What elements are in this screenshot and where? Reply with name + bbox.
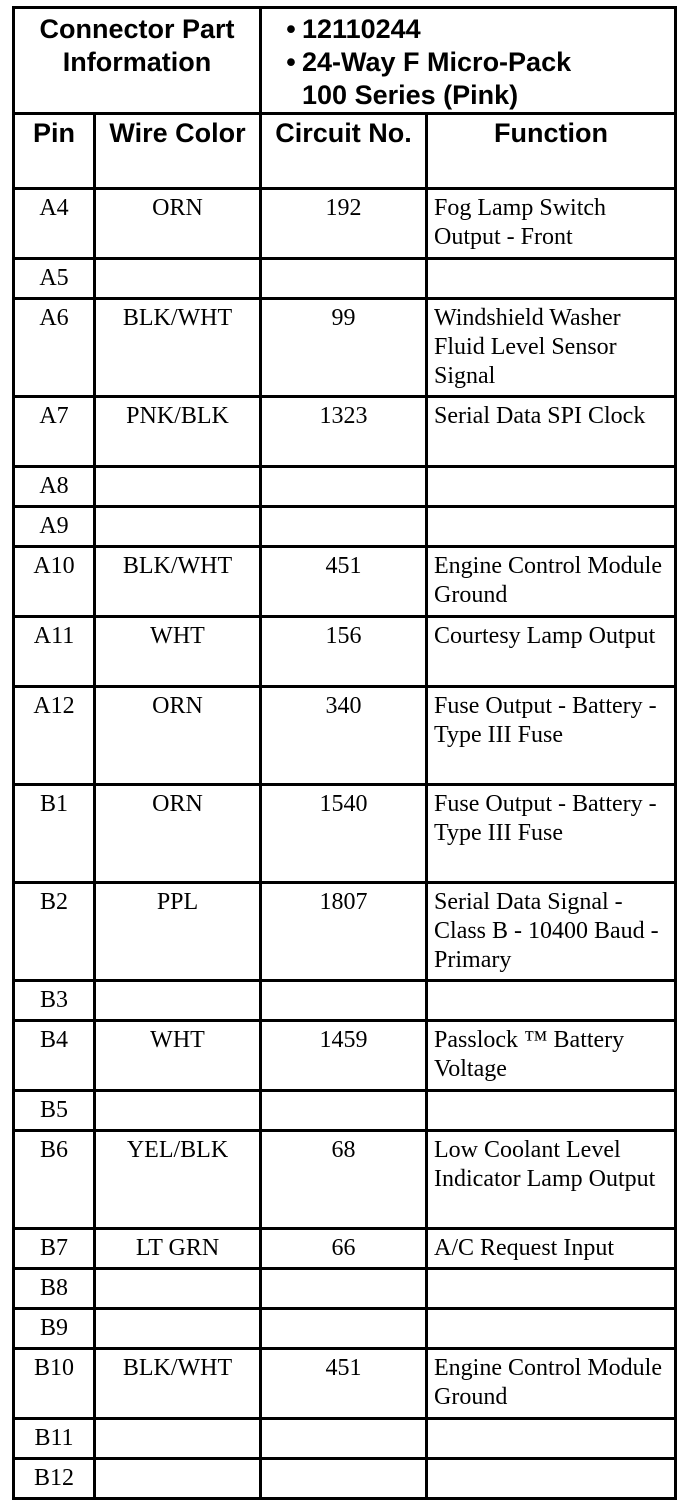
circuit-no-cell: 66	[261, 1229, 427, 1269]
connector-series: 100 Series (Pink)	[302, 80, 519, 110]
table-row	[14, 1021, 676, 1091]
function-cell: Fuse Output - Battery - Type III Fuse	[427, 785, 676, 883]
pin-cell: A12	[14, 687, 95, 785]
function-cell: Windshield Washer Fluid Level Sensor Signal	[427, 299, 676, 397]
wire-color-cell	[95, 1419, 261, 1459]
circuit-no-cell	[261, 1269, 427, 1309]
wire-color-cell	[95, 1269, 261, 1309]
table-row	[14, 785, 676, 883]
table-row	[14, 259, 676, 299]
function-cell	[427, 507, 676, 547]
circuit-no-cell: 192	[261, 189, 427, 259]
function-cell: Passlock ™ Battery Voltage	[427, 1021, 676, 1091]
table-row	[14, 883, 676, 981]
column-header-pin: Pin	[14, 114, 95, 189]
pin-cell: B9	[14, 1309, 95, 1349]
function-cell	[427, 1091, 676, 1131]
table-row	[14, 1459, 676, 1499]
circuit-no-cell: 99	[261, 299, 427, 397]
wire-color-cell: BLK/WHT	[95, 547, 261, 617]
wire-color-cell: ORN	[95, 785, 261, 883]
pin-cell: A8	[14, 467, 95, 507]
pin-cell: B3	[14, 981, 95, 1021]
function-cell: Serial Data SPI Clock	[427, 397, 676, 467]
wire-color-cell	[95, 259, 261, 299]
function-cell: A/C Request Input	[427, 1229, 676, 1269]
connector-table	[12, 6, 677, 1500]
wire-color-cell: WHT	[95, 1021, 261, 1091]
table-row	[14, 1229, 676, 1269]
function-cell: Low Coolant Level Indicator Lamp Output	[427, 1131, 676, 1229]
function-cell: Engine Control Module Ground	[427, 547, 676, 617]
wire-color-cell: ORN	[95, 687, 261, 785]
part-number: 12110244	[302, 14, 421, 44]
table-row	[14, 1091, 676, 1131]
circuit-no-cell	[261, 1419, 427, 1459]
circuit-no-cell: 1459	[261, 1021, 427, 1091]
table-row	[14, 617, 676, 687]
wire-color-cell	[95, 1459, 261, 1499]
connector-part-info-label: Connector Part Information	[14, 8, 261, 114]
wire-color-cell	[95, 1091, 261, 1131]
pin-cell: A11	[14, 617, 95, 687]
circuit-no-cell: 451	[261, 547, 427, 617]
function-cell	[427, 1309, 676, 1349]
table-row	[14, 467, 676, 507]
wire-color-cell: WHT	[95, 617, 261, 687]
wire-color-cell	[95, 467, 261, 507]
table-row	[14, 299, 676, 397]
table-row	[14, 1269, 676, 1309]
column-header-wire-color: Wire Color	[95, 114, 261, 189]
function-cell: Fuse Output - Battery - Type III Fuse	[427, 687, 676, 785]
table-row	[14, 397, 676, 467]
wire-color-cell: BLK/WHT	[95, 299, 261, 397]
table-row	[14, 1419, 676, 1459]
bullet-glyph: •	[286, 14, 296, 44]
pin-cell: B2	[14, 883, 95, 981]
connector-info-row	[14, 8, 676, 114]
circuit-no-cell	[261, 507, 427, 547]
circuit-no-cell	[261, 467, 427, 507]
table-row	[14, 1131, 676, 1229]
function-cell: Courtesy Lamp Output	[427, 617, 676, 687]
table-row	[14, 981, 676, 1021]
function-cell: Serial Data Signal - Class B - 10400 Baud - Primary	[427, 883, 676, 981]
function-cell	[427, 467, 676, 507]
pin-cell: A4	[14, 189, 95, 259]
column-header-circuit-no: Circuit No.	[261, 114, 427, 189]
pin-cell: A6	[14, 299, 95, 397]
wire-color-cell	[95, 507, 261, 547]
table-row	[14, 189, 676, 259]
circuit-no-cell	[261, 1309, 427, 1349]
pin-cell: B11	[14, 1419, 95, 1459]
wire-color-cell: PNK/BLK	[95, 397, 261, 467]
wire-color-cell: ORN	[95, 189, 261, 259]
pin-cell: B4	[14, 1021, 95, 1091]
function-cell	[427, 981, 676, 1021]
table-row	[14, 1349, 676, 1419]
pin-cell: A7	[14, 397, 95, 467]
function-cell	[427, 1419, 676, 1459]
pin-cell: A5	[14, 259, 95, 299]
pin-cell: B7	[14, 1229, 95, 1269]
function-cell: Fog Lamp Switch Output - Front	[427, 189, 676, 259]
circuit-no-cell	[261, 981, 427, 1021]
pin-cell: A9	[14, 507, 95, 547]
wire-color-cell: YEL/BLK	[95, 1131, 261, 1229]
pin-cell: A10	[14, 547, 95, 617]
pin-cell: B5	[14, 1091, 95, 1131]
table-row	[14, 687, 676, 785]
pin-cell: B10	[14, 1349, 95, 1419]
table-row	[14, 547, 676, 617]
wire-color-cell	[95, 1309, 261, 1349]
function-cell	[427, 1459, 676, 1499]
pin-cell: B8	[14, 1269, 95, 1309]
circuit-no-cell: 340	[261, 687, 427, 785]
bullet-glyph: •	[286, 47, 296, 77]
pin-cell: B12	[14, 1459, 95, 1499]
wire-color-cell: BLK/WHT	[95, 1349, 261, 1419]
column-header-row	[14, 114, 676, 189]
pin-cell: B1	[14, 785, 95, 883]
circuit-no-cell	[261, 1459, 427, 1499]
circuit-no-cell: 68	[261, 1131, 427, 1229]
wire-color-cell: PPL	[95, 883, 261, 981]
connector-part-info-values	[261, 8, 676, 114]
table-row	[14, 507, 676, 547]
table-row	[14, 1309, 676, 1349]
function-cell: Engine Control Module Ground	[427, 1349, 676, 1419]
circuit-no-cell: 1540	[261, 785, 427, 883]
function-cell	[427, 259, 676, 299]
pin-cell: B6	[14, 1131, 95, 1229]
function-cell	[427, 1269, 676, 1309]
circuit-no-cell: 156	[261, 617, 427, 687]
circuit-no-cell	[261, 259, 427, 299]
circuit-no-cell	[261, 1091, 427, 1131]
circuit-no-cell: 1323	[261, 397, 427, 467]
column-header-function: Function	[427, 114, 676, 189]
connector-type: 24-Way F Micro-Pack	[302, 47, 572, 77]
wire-color-cell	[95, 981, 261, 1021]
wire-color-cell: LT GRN	[95, 1229, 261, 1269]
pin-rows	[14, 189, 676, 1499]
circuit-no-cell: 451	[261, 1349, 427, 1419]
circuit-no-cell: 1807	[261, 883, 427, 981]
